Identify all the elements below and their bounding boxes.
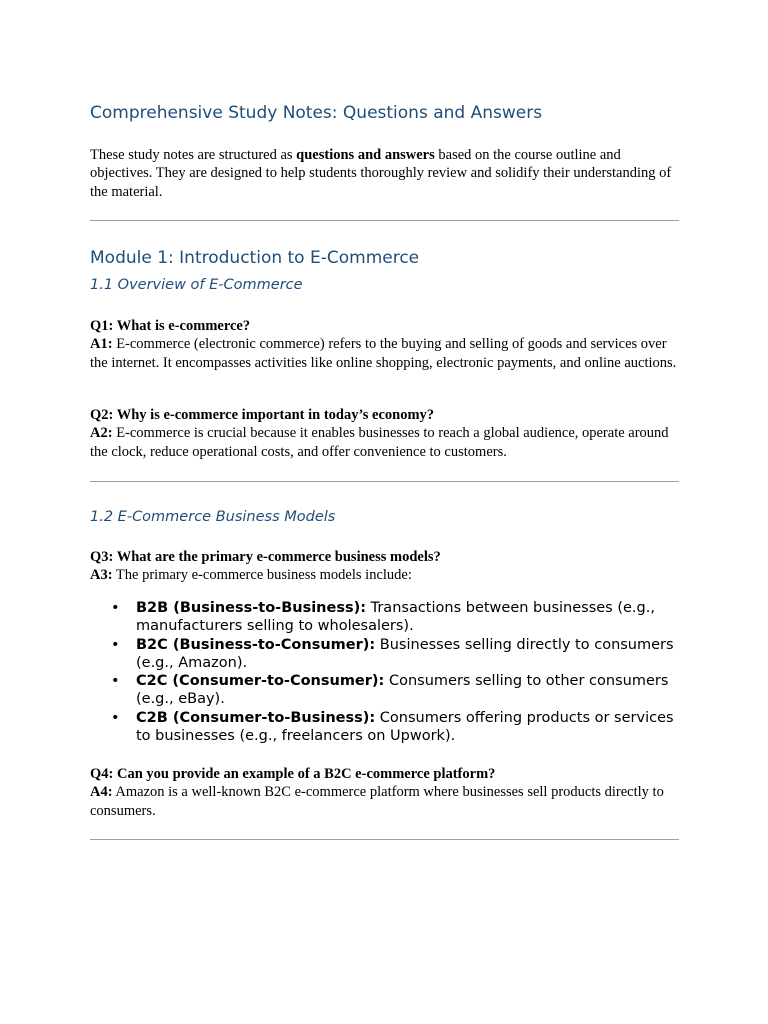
model-description: Consumers selling to other consumers (e.g., eBay). (136, 673, 669, 708)
question-3: Q3: What are the primary e-commerce business models? (90, 549, 441, 565)
list-item-c2b (90, 709, 679, 746)
model-description: Transactions between businesses (e.g., manufacturers selling to wholesalers). (136, 600, 655, 635)
divider (90, 220, 679, 221)
business-models-list (90, 599, 679, 745)
intro-paragraph (90, 146, 679, 201)
section-1-2-heading: 1.2 E-Commerce Business Models (90, 509, 336, 525)
answer-1-label: A1: (90, 336, 113, 353)
bullet-icon: • (111, 709, 120, 726)
answer-3-label: A3: (90, 567, 113, 584)
list-item-b2b (90, 599, 679, 636)
model-term: C2C (Consumer-to-Consumer): (136, 673, 385, 690)
question-4: Q4: Can you provide an example of a B2C e-commerce platform? (90, 766, 496, 782)
qa-2 (90, 406, 679, 461)
answer-4-text: Amazon is a well-known B2C e-commerce platform where businesses sell products directly to consumers. (90, 784, 664, 819)
model-term: B2B (Business-to-Business): (136, 600, 367, 616)
answer-2-text: E-commerce is crucial because it enables businesses to reach a global audience, operate around the clock, reduce operational costs, and offer convenience to customers. (90, 425, 669, 460)
intro-text-start: These study notes are structured as (90, 147, 297, 163)
intro-text-bold: questions and answers (296, 147, 435, 163)
intro-text-end: based on the course outline and objectives. They are designed to help students thoroughly review and solidify their understanding of the material. (90, 147, 672, 200)
bullet-icon: • (111, 673, 120, 690)
qa-1 (90, 317, 679, 372)
answer-2-label: A2: (90, 425, 113, 442)
question-1: Q1: What is e-commerce? (90, 318, 251, 334)
model-description: Businesses selling directly to consumers (e.g., Amazon). (136, 636, 674, 671)
answer-1-text: E-commerce (electronic commerce) refers to the buying and selling of goods and services over the internet. It encompasses activities like online shopping, electronic payments, and online auctions. (90, 336, 677, 371)
module-1-heading: Module 1: Introduction to E-Commerce (90, 248, 420, 268)
model-description: Consumers offering products or services to businesses (e.g., freelancers on Upwork). (136, 709, 674, 745)
answer-4-label: A4: (90, 784, 113, 801)
answer-3-text: The primary e-commerce business models include: (112, 567, 412, 584)
model-term: C2B (Consumer-to-Business): (136, 709, 376, 726)
document-title: Comprehensive Study Notes: Questions and Answers (90, 103, 543, 123)
question-2: Q2: Why is e-commerce important in today’s economy? (90, 407, 435, 423)
bullet-icon: • (111, 636, 120, 653)
list-item-c2c (90, 672, 679, 709)
model-term: B2C (Business-to-Consumer): (136, 636, 376, 653)
qa-3 (90, 548, 679, 585)
qa-4 (90, 765, 679, 820)
bullet-icon: • (111, 600, 120, 616)
section-1-1-heading: 1.1 Overview of E-Commerce (90, 277, 303, 293)
list-item-b2c (90, 636, 679, 673)
divider (90, 839, 679, 840)
divider (90, 481, 679, 482)
